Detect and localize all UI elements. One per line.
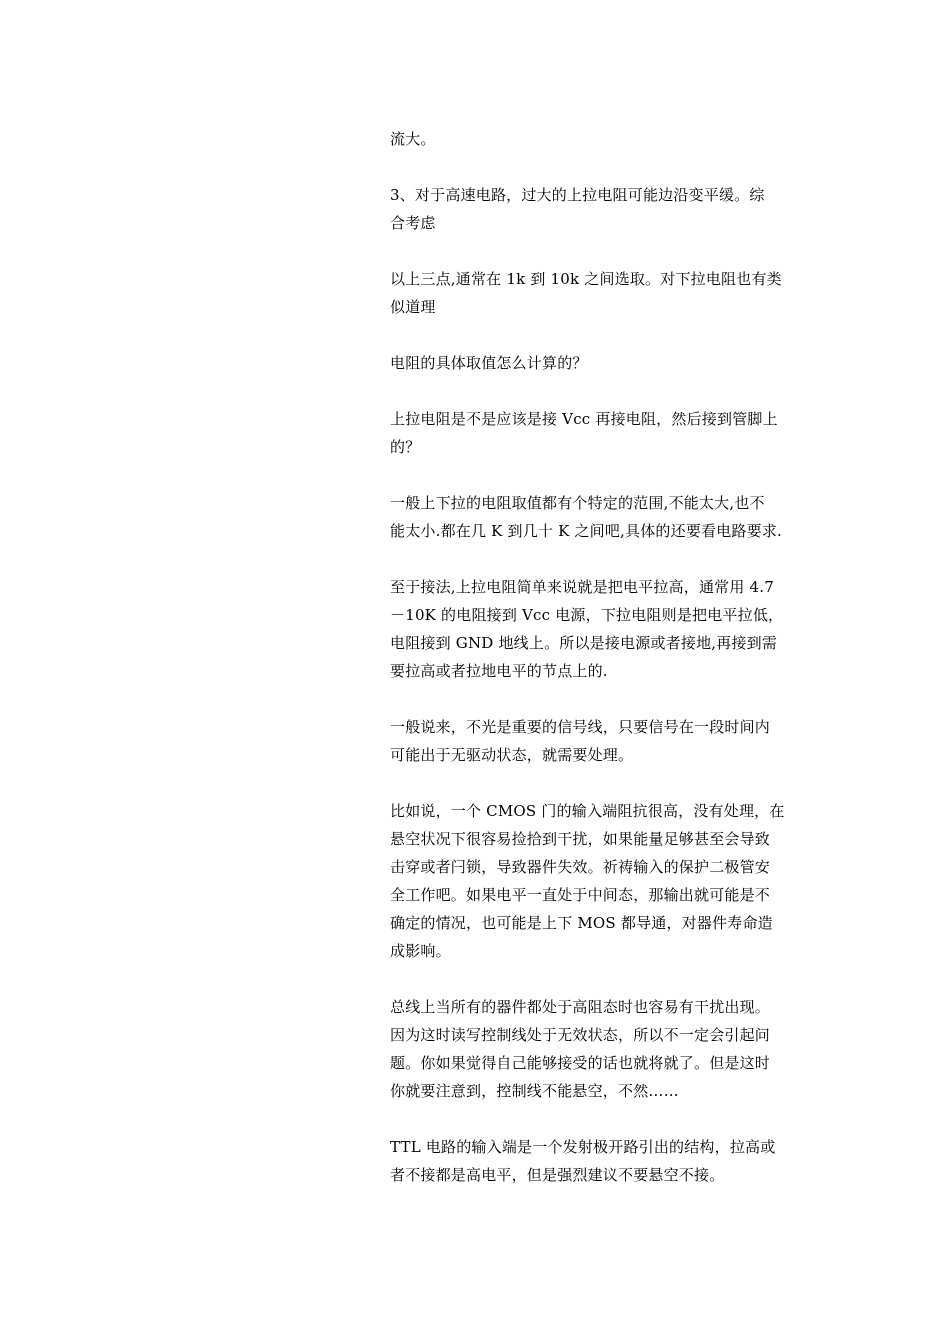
text-line: －10K 的电阻接到 Vcc 电源，下拉电阻则是把电平拉低， [390,606,784,624]
text-line: 悬空状况下很容易捡拾到干扰，如果能量足够甚至会导致 [390,830,771,848]
text-line: 一般说来，不光是重要的信号线，只要信号在一段时间内 [390,718,771,736]
text-line: 似道理 [390,298,436,316]
text-line: 击穿或者闩锁，导致器件失效。祈祷输入的保护二极管安 [390,858,771,876]
text-line: 因为这时读写控制线处于无效状态，所以不一定会引起问 [390,1026,771,1044]
text-column [390,125,808,1217]
text-line: 可能出于无驱动状态，就需要处理。 [390,746,634,764]
paragraph [390,1133,808,1189]
paragraph [390,265,808,321]
text-line: 的？ [390,438,421,456]
text-line: 一般上下拉的电阻取值都有个特定的范围,不能太大,也不 [390,494,765,512]
text-line: 总线上当所有的器件都处于高阻态时也容易有干扰出现。 [390,998,771,1016]
text-line: 电阻的具体取值怎么计算的？ [390,354,588,372]
text-line: 成影响。 [390,942,451,960]
paragraph [390,797,808,965]
paragraph [390,993,808,1105]
paragraph [390,573,808,685]
paragraph [390,489,808,545]
text-line: 流大。 [390,130,436,148]
text-line: TTL 电路的输入端是一个发射极开路引出的结构，拉高或 [390,1138,776,1156]
text-line: 以上三点,通常在 1k 到 10k 之间选取。对下拉电阻也有类 [390,270,782,288]
paragraph [390,181,808,237]
text-line: 确定的情况，也可能是上下 MOS 都导通，对器件寿命造 [390,914,773,932]
text-line: 要拉高或者拉地电平的节点上的. [390,662,608,680]
text-line: 比如说，一个 CMOS 门的输入端阻抗很高，没有处理，在 [390,802,785,820]
paragraph [390,125,808,153]
paragraph [390,349,808,377]
text-line: 电阻接到 GND 地线上。所以是接电源或者接地,再接到需 [390,634,778,652]
text-line: 你就要注意到，控制线不能悬空，不然…… [390,1082,679,1100]
text-line: 能太小.都在几 K 到几十 K 之间吧,具体的还要看电路要求. [390,522,782,540]
text-line: 3、对于高速电路，过大的上拉电阻可能边沿变平缓。综 [390,186,765,204]
paragraph [390,713,808,769]
text-line: 至于接法,上拉电阻简单来说就是把电平拉高，通常用 4.7 [390,578,774,596]
text-line: 者不接都是高电平，但是强烈建议不要悬空不接。 [390,1166,725,1184]
paragraph [390,405,808,461]
text-line: 上拉电阻是不是应该是接 Vcc 再接电阻，然后接到管脚上 [390,410,778,428]
text-line: 题。你如果觉得自己能够接受的话也就将就了。但是这时 [390,1054,771,1072]
text-line: 合考虑 [390,214,436,232]
text-line: 全工作吧。如果电平一直处于中间态，那输出就可能是不 [390,886,771,904]
